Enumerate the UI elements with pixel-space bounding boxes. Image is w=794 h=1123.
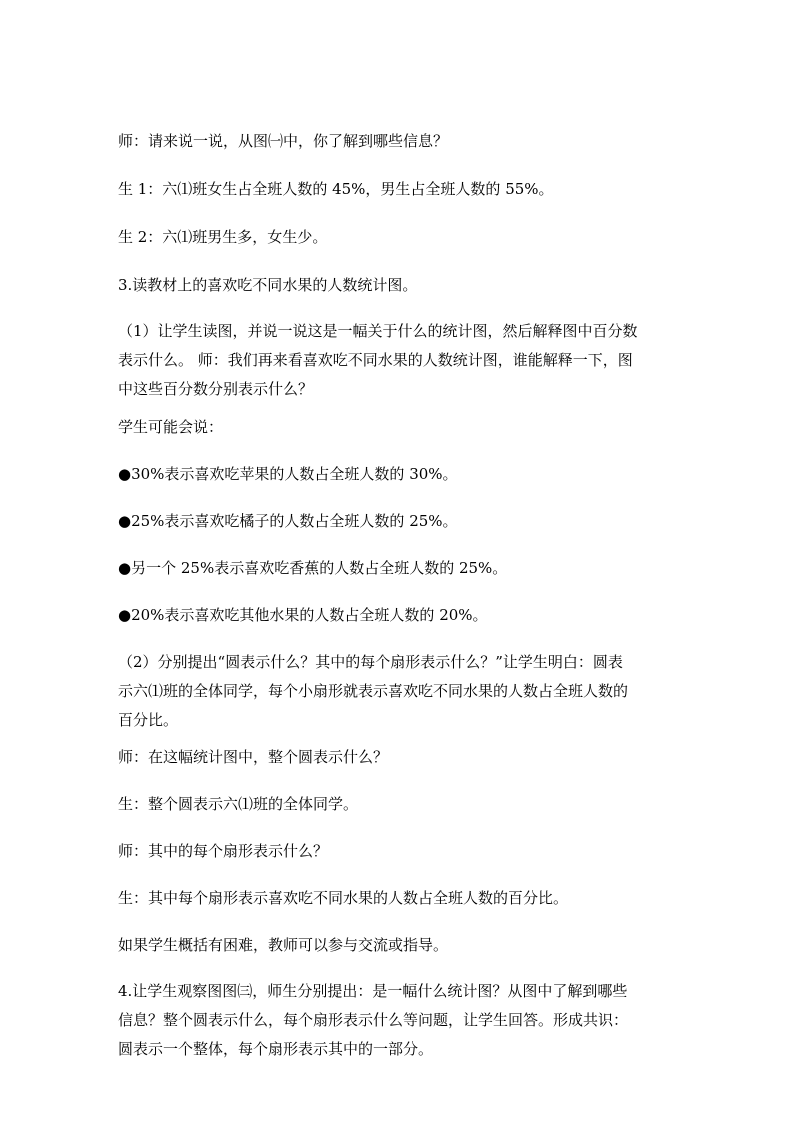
paragraph-step-4 [118, 977, 678, 1064]
bullet-orange [118, 507, 678, 536]
paragraph-step-3-part-2 [118, 648, 678, 735]
text-line: 生 2：六⑴班男生多，女生少。 [118, 228, 328, 246]
text-line: ●30%表示喜欢吃苹果的人数占全班人数的 30%。 [118, 465, 458, 483]
paragraph-step-3-part-1 [118, 317, 678, 404]
text-line: ●20%表示喜欢吃其他水果的人数占全班人数的 20%。 [118, 606, 488, 624]
bullet-banana [118, 554, 678, 583]
text-line: 4.让学生观察图图㈢，师生分别提出：是一幅什么统计图？从图中了解到哪些 [118, 982, 628, 1000]
paragraph-teacher-question-2 [118, 743, 678, 772]
text-line: 中这些百分数分别表示什么？ [118, 380, 314, 398]
paragraph-students-may-say [118, 413, 678, 442]
text-line: 师：其中的每个扇形表示什么？ [118, 842, 329, 860]
bullet-other-fruit [118, 601, 678, 630]
paragraph-student-answer-3 [118, 884, 678, 913]
paragraph-step-3 [118, 271, 678, 300]
text-line: 生 1：六⑴班女生占全班人数的 45%，男生占全班人数的 55%。 [118, 180, 554, 198]
text-line: 生：其中每个扇形表示喜欢吃不同水果的人数占全班人数的百分比。 [118, 889, 569, 907]
text-line: 信息？整个圆表示什么，每个扇形表示什么等问题，让学生回答。形成共识： [118, 1011, 629, 1029]
text-line: 3.读教材上的喜欢吃不同水果的人数统计图。 [118, 276, 418, 294]
text-line: （2）分别提出“圆表示什么？其中的每个扇形表示什么？”让学生明白：圆表 [118, 653, 623, 671]
text-line: 如果学生概括有困难，教师可以参与交流或指导。 [118, 936, 449, 954]
paragraph-teacher-question-3 [118, 837, 678, 866]
bullet-apple [118, 460, 678, 489]
text-line: 师：请来说一说，从图㈠中，你了解到哪些信息？ [118, 132, 449, 150]
text-line: 圆表示一个整体，每个扇形表示其中的一部分。 [118, 1040, 434, 1058]
text-line: 生：整个圆表示六⑴班的全体同学。 [118, 795, 359, 813]
text-line: 百分比。 [118, 711, 179, 729]
text-line: 师：在这幅统计图中，整个圆表示什么？ [118, 748, 389, 766]
text-line: 表示什么。 师：我们再来看喜欢吃不同水果的人数统计图，谁能解释一下，图 [118, 351, 633, 369]
text-line: 学生可能会说： [118, 418, 224, 436]
paragraph-teacher-guidance [118, 931, 678, 960]
text-line: ●25%表示喜欢吃橘子的人数占全班人数的 25%。 [118, 512, 458, 530]
text-line: ●另一个 25%表示喜欢吃香蕉的人数占全班人数的 25%。 [118, 559, 508, 577]
paragraph-student-1-answer [118, 175, 678, 204]
paragraph-teacher-question-1 [118, 127, 678, 156]
paragraph-student-2-answer [118, 223, 678, 252]
text-line: （1）让学生读图，并说一说这是一幅关于什么的统计图，然后解释图中百分数 [118, 322, 638, 340]
text-line: 示六⑴班的全体同学，每个小扇形就表示喜欢吃不同水果的人数占全班人数的 [118, 682, 629, 700]
paragraph-student-answer-2 [118, 790, 678, 819]
